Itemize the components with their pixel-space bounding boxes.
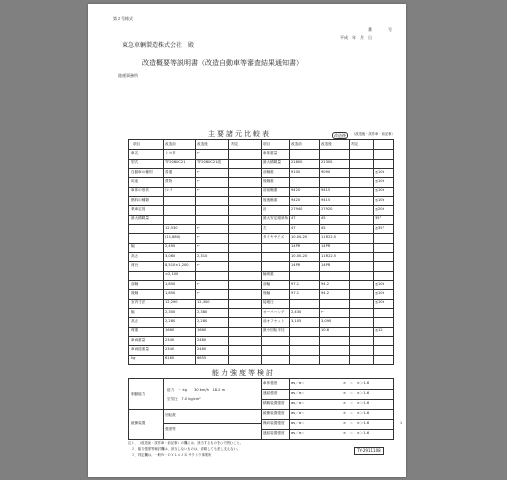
right-row-label: 左 bbox=[263, 225, 267, 230]
left-row-before: 1,850 bbox=[165, 290, 176, 295]
issue-date: 平成 年 月 日 bbox=[340, 35, 372, 40]
left-row-after: 12,300 bbox=[197, 300, 210, 305]
right-row-label: 計 bbox=[263, 206, 267, 211]
capacity-row-label: 操向装置強度 bbox=[263, 421, 285, 425]
right-header-cell: 判定 bbox=[351, 141, 359, 146]
right-row-judgement: 35° bbox=[375, 216, 382, 221]
right-row-before: 10.00-20 bbox=[291, 253, 308, 258]
right-row-after: 94.2 bbox=[321, 281, 330, 286]
right-row-label: 最小回転半径 bbox=[263, 328, 285, 333]
right-row-judgement: ≦10t bbox=[375, 169, 384, 174]
right-row-before: 47 bbox=[291, 216, 296, 221]
left-row-before: ﾄﾚｰﾗ bbox=[165, 188, 173, 193]
right-row-label: オーバハング bbox=[263, 309, 285, 314]
specs-table bbox=[128, 139, 394, 365]
table-rule bbox=[129, 280, 393, 281]
right-row-before: 9420 bbox=[291, 197, 301, 202]
capacity-row-label: 緩衝装置強度 bbox=[263, 411, 285, 415]
left-row-after: ← bbox=[197, 188, 201, 193]
left-row-after: 1660 bbox=[197, 328, 207, 333]
right-row-before: 14PR bbox=[291, 262, 301, 267]
capacity-table bbox=[128, 378, 394, 440]
right-row-after: 11R22.5 bbox=[321, 234, 337, 239]
right-row-label: 車体重量 bbox=[263, 150, 278, 155]
left-row-label: 車名 bbox=[131, 150, 139, 155]
right-row-judgement: ≦20t bbox=[375, 206, 384, 211]
left-row-label: 前軸 bbox=[131, 281, 139, 286]
right-row-judgement: ≦10t bbox=[375, 178, 384, 183]
right-row-judgement: ≦10t bbox=[375, 197, 384, 202]
left-row-before: 8,510×1,200 bbox=[165, 262, 189, 267]
right-row-before: 9420 bbox=[291, 188, 301, 193]
left-row-label: 車両重量 bbox=[131, 337, 146, 342]
number-label: 番 bbox=[368, 27, 372, 32]
right-header-cell: 改造後 bbox=[321, 141, 332, 146]
right-row-judgement: ≦12 bbox=[375, 328, 383, 333]
left-row-label: 乗車定員 bbox=[131, 206, 146, 211]
left-row-label: 車体の形状 bbox=[131, 188, 149, 193]
left-row-before: 12,290 bbox=[165, 300, 178, 305]
right-row-before: 14PR bbox=[291, 244, 301, 249]
left-row-label: kg bbox=[131, 356, 136, 361]
right-row-after: 45 bbox=[321, 216, 326, 221]
capacity-row-label: 積載装置強度 bbox=[263, 401, 285, 405]
braking-formula: 総力 － kg 30 km/h 18.2 m bbox=[167, 388, 226, 392]
right-row-before: 3,105 bbox=[291, 318, 302, 323]
right-row-after: 10.8 bbox=[321, 328, 330, 333]
capacity-row-formula: σs／σ＝ bbox=[291, 401, 305, 405]
left-row-before: 2340 bbox=[165, 346, 175, 351]
capacity-row-limit: × ＝ ×＞1.6 bbox=[343, 381, 370, 385]
right-row-after: 9090 bbox=[321, 169, 331, 174]
left-row-label: 最大積載量 bbox=[131, 216, 149, 221]
left-row-after: ← bbox=[197, 169, 201, 174]
table-rule bbox=[129, 336, 393, 337]
left-header-cell: 項目 bbox=[133, 141, 141, 146]
specs-table-title: 主要諸元比較表 bbox=[208, 130, 271, 138]
right-row-label: 前前軸重 bbox=[263, 188, 278, 193]
left-row-label: 車両総重量 bbox=[131, 346, 149, 351]
left-row-after: 2480 bbox=[197, 337, 207, 342]
left-row-label: 荷重 bbox=[131, 328, 139, 333]
left-row-after: ← bbox=[197, 290, 201, 295]
right-row-after: 27920 bbox=[321, 206, 333, 211]
left-row-before: 貨物 bbox=[165, 178, 173, 183]
right-row-before: 9100 bbox=[291, 169, 301, 174]
left-row-before: TF2080C21 bbox=[165, 160, 186, 165]
right-row-before: 97.1 bbox=[291, 281, 300, 286]
right-row-before: 10.00-20 bbox=[291, 234, 308, 239]
capacity-row-label: 連結装置強度 bbox=[263, 431, 285, 435]
left-row-label: 自動車の種別 bbox=[131, 169, 153, 174]
right-row-judgement: ≦10t bbox=[375, 300, 384, 305]
revision-stamp: 改造後 bbox=[334, 132, 346, 138]
right-row-after: 9415 bbox=[321, 188, 331, 193]
capacity-row-formula: σs／σ＝ bbox=[291, 411, 305, 415]
right-row-label: 輪荷重 bbox=[263, 272, 274, 277]
left-row-label: 型式 bbox=[131, 160, 139, 165]
capacity-row-limit: × ＝ ×＞1.6 bbox=[343, 421, 370, 425]
form-number: 第２号様式 bbox=[113, 16, 133, 21]
braking-pressure: 空気圧 7.0 kg/cm² bbox=[167, 397, 201, 401]
table-rule bbox=[129, 308, 393, 309]
left-row-before: 2,280 bbox=[165, 318, 176, 323]
sender: 陸運事務所 bbox=[118, 73, 138, 78]
note-line-1: 注１．（改造前・試作車・前記事）の欄には、該当するものを○で囲むこと。 bbox=[128, 441, 243, 445]
capacity-rule bbox=[261, 389, 393, 390]
left-row-before: 6160 bbox=[165, 356, 175, 361]
capacity-row-limit: × ＝ ×＞1.6 bbox=[343, 431, 370, 435]
table-rule bbox=[129, 196, 393, 197]
left-row-label: 荷台 bbox=[131, 262, 139, 267]
note-line-2: ２．能力強度等検討欄は、該当しないものは、省略しても差し支えない。 bbox=[128, 447, 241, 451]
right-header-cell: 項目 bbox=[263, 141, 271, 146]
capacity-rule bbox=[261, 399, 393, 400]
number-suffix: 号 bbox=[388, 27, 392, 32]
capacity-row-label: 連結強度 bbox=[263, 391, 278, 395]
left-row-label: 後軸 bbox=[131, 290, 139, 295]
capacity-row-formula: σs／σ＝ bbox=[291, 391, 305, 395]
right-row-after: 14PR bbox=[321, 262, 331, 267]
left-row-label: 高さ bbox=[131, 318, 139, 323]
suspension-label: 緩衝装置 bbox=[131, 421, 146, 425]
braking-label: 制動能力 bbox=[131, 392, 146, 396]
capacity-row-label: 車体強度 bbox=[263, 381, 278, 385]
capacity-row-formula: σs／σ＝ bbox=[291, 381, 305, 385]
left-row-after: ← bbox=[197, 281, 201, 286]
scope-note: （改造後・試作車・前記事） bbox=[352, 132, 395, 136]
right-row-label: 最大積載量 bbox=[263, 160, 281, 165]
right-row-judgement: ≧35° bbox=[375, 225, 385, 230]
document-page bbox=[88, 4, 406, 477]
capacity-rule bbox=[261, 409, 393, 410]
right-row-after: 11R22.5 bbox=[321, 253, 337, 258]
capacity-table-title: 能力強度等検討 bbox=[212, 369, 275, 377]
note-line-3: ３．判定欄は、一般Ｗ－ＤＹＬ６ＪＲ サクトウ事業所 bbox=[128, 453, 212, 457]
right-row-label: 接地圧 bbox=[263, 300, 274, 305]
table-rule bbox=[129, 252, 393, 253]
left-row-before: 12,530 bbox=[165, 225, 178, 230]
right-row-label: タイヤサイズ bbox=[263, 234, 285, 239]
right-row-after: 21300 bbox=[321, 160, 333, 165]
suspension-rpm: 回転数 bbox=[165, 413, 176, 417]
left-row-before: (11,880) bbox=[165, 234, 181, 239]
right-row-before: 97.1 bbox=[291, 290, 300, 295]
left-row-after: TF2080C21改 bbox=[197, 160, 222, 165]
left-row-after: 2480 bbox=[197, 346, 207, 351]
right-row-after: 94.2 bbox=[321, 290, 330, 295]
table-rule bbox=[129, 205, 393, 206]
right-row-before: 21800 bbox=[291, 160, 303, 165]
table-rule bbox=[129, 215, 393, 216]
left-row-after: 6655 bbox=[197, 356, 207, 361]
left-row-before: 3,060 bbox=[165, 253, 176, 258]
left-row-before: 1660 bbox=[165, 328, 175, 333]
capacity-row-formula: σs／σ＝ bbox=[291, 431, 305, 435]
left-row-after: ← bbox=[197, 262, 201, 267]
right-row-label: 後軸重 bbox=[263, 178, 274, 183]
capacity-rule bbox=[261, 419, 393, 420]
left-row-after: ← bbox=[197, 178, 201, 183]
left-row-before: 2,300 bbox=[165, 309, 176, 314]
page-number: 1 bbox=[400, 421, 403, 425]
left-row-after: 2,310 bbox=[197, 253, 208, 258]
left-row-before: 1,850 bbox=[165, 281, 176, 286]
addressee: 東急車輌製造株式会社 殿 bbox=[122, 42, 195, 49]
right-row-after: 45 bbox=[321, 225, 326, 230]
left-row-before: トヨタ bbox=[165, 150, 176, 155]
left-row-label: 用途 bbox=[131, 178, 139, 183]
capacity-row-formula: σs／σ＝ bbox=[291, 421, 305, 425]
left-header-cell: 判定 bbox=[231, 141, 239, 146]
left-row-after: ← bbox=[197, 244, 201, 249]
left-row-after: ← bbox=[197, 225, 201, 230]
right-row-label: 最大安定傾斜角 bbox=[263, 216, 289, 221]
capacity-rule bbox=[261, 429, 393, 430]
left-row-after: ← bbox=[197, 234, 201, 239]
left-row-after: 2,280 bbox=[197, 318, 208, 323]
capacity-row-limit: × ＝ ×＞1.6 bbox=[343, 391, 370, 395]
left-row-label: 燃料の種類 bbox=[131, 197, 149, 202]
right-row-label: 前輪 bbox=[263, 281, 271, 286]
right-row-after: 14PR bbox=[321, 244, 331, 249]
left-row-label: 高さ bbox=[131, 253, 139, 258]
left-row-label: 幅 bbox=[131, 309, 135, 314]
right-row-after: 9415 bbox=[321, 197, 331, 202]
right-row-label: 後輪 bbox=[263, 290, 271, 295]
left-header-cell: 改造後 bbox=[197, 141, 208, 146]
right-row-judgement: ≦10t bbox=[375, 290, 384, 295]
left-row-after: 2,380 bbox=[197, 309, 208, 314]
right-row-before: 47 bbox=[291, 225, 296, 230]
left-row-label: 室内寸法 bbox=[131, 300, 146, 305]
document-title: 改造概要等説明書（改造自動車等審査結果通知書） bbox=[142, 59, 303, 67]
left-row-before: ×2,100 bbox=[165, 272, 179, 277]
right-row-before: 2,430 bbox=[291, 309, 302, 314]
right-row-label: 後後軸重 bbox=[263, 197, 278, 202]
right-header-cell: 改造前 bbox=[291, 141, 302, 146]
right-row-after: 3,090 bbox=[321, 318, 332, 323]
left-row-after: ← bbox=[197, 150, 201, 155]
left-header-cell: 改造前 bbox=[165, 141, 176, 146]
table-rule bbox=[129, 224, 393, 225]
right-row-label: 前軸重 bbox=[263, 169, 274, 174]
capacity-row-limit: × ＝ ×＞1.6 bbox=[343, 401, 370, 405]
right-row-label: 前オフセット bbox=[263, 318, 285, 323]
right-row-judgement: ≦10t bbox=[375, 281, 384, 286]
right-row-after: ← bbox=[321, 309, 325, 314]
left-row-before: 2340 bbox=[165, 337, 175, 342]
capacity-row-limit: × ＝ ×＞1.6 bbox=[343, 411, 370, 415]
right-row-before: 27940 bbox=[291, 206, 303, 211]
document-number: TY-2911108 bbox=[354, 447, 384, 455]
suspension-strength: 強度等 bbox=[165, 427, 176, 431]
left-row-before: 普通 bbox=[165, 169, 173, 174]
left-row-before: 2,490 bbox=[165, 244, 176, 249]
left-row-label: 幅 bbox=[131, 244, 135, 249]
right-row-judgement: ≦10t bbox=[375, 188, 384, 193]
table-rule bbox=[129, 168, 393, 169]
